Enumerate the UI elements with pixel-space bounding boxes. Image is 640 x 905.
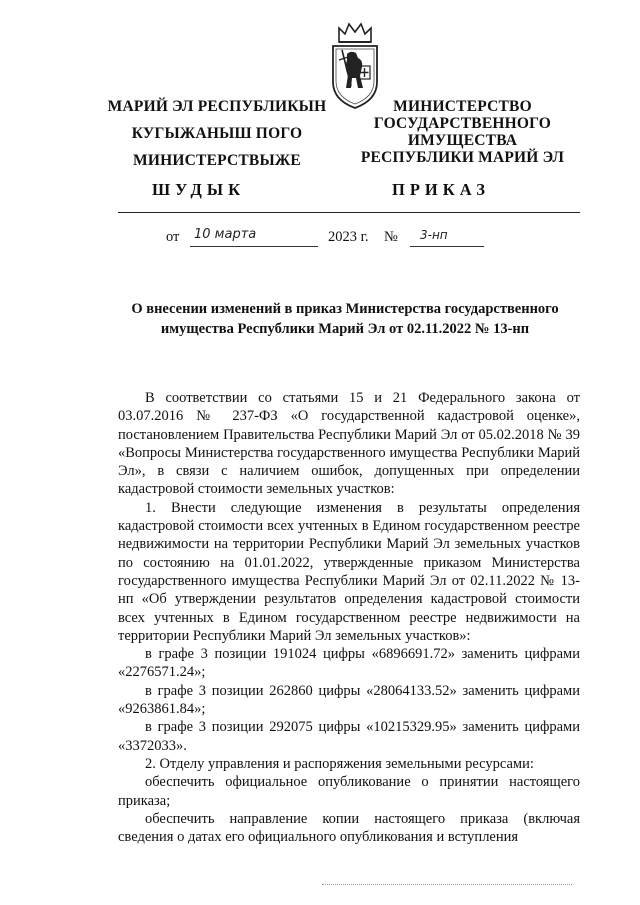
date-underline	[190, 246, 318, 247]
number-underline	[410, 246, 484, 247]
header-right-line-1: МИНИСТЕРСТВО	[393, 98, 532, 115]
header-divider	[118, 212, 580, 213]
number-handwritten: 3-нп	[420, 228, 448, 242]
body-paragraph-change-3: в графе 3 позиции 292075 цифры «10215329.95» заменить цифрами «3372033».	[118, 719, 580, 754]
scan-artifact-line	[322, 884, 572, 886]
document-body	[118, 389, 580, 846]
body-paragraph-preamble: В соответствии со статьями 15 и 21 Федерального закона от 03.07.2016 № 237-ФЗ «О государственной кадастровой оценке», постановлением Правительства Республики Марий Эл от 05.02.2018 № 39 «Вопросы Министерства государственного имущества Республики Марий Эл», в связи с наличием ошибок, допущенных при определении кадастровой стоимости земельных участков:	[118, 390, 580, 498]
document-title	[110, 299, 580, 339]
header-left	[102, 96, 332, 177]
header-right	[345, 98, 580, 166]
date-year: 2023 г.	[328, 229, 369, 245]
body-paragraph-change-2: в графе 3 позиции 262860 цифры «28064133.52» заменить цифрами «9263861.84»;	[118, 682, 580, 718]
header-right-line-2: ГОСУДАРСТВЕННОГО	[373, 115, 552, 132]
doc-type-mari: ШУДЫК	[152, 180, 246, 199]
body-paragraph-change-1: в графе 3 позиции 191024 цифры «6896691.72» заменить цифрами «2276571.24»;	[118, 646, 580, 681]
body-paragraph-item-1: 1. Внести следующие изменения в результаты определения кадастровой стоимости всех учтенных в Едином государственном реестре недвижимости на территории Республики Марий Эл земельных участков по состоянию на 01.01.2022, утвержденные приказом Министерства государственного имущества Республики Марий Эл от 02.11.2022 № 13-нп «Об утверждении результатов определения кадастровой стоимости всех учтенных в Едином государственном реестре недвижимости на территории Республики Марий Эл земельных участков»:	[118, 499, 580, 644]
date-from-label: от	[166, 229, 180, 245]
body-paragraph-task-1: обеспечить официальное опубликование о принятии настоящего приказа;	[118, 774, 580, 809]
date-handwritten: 10 марта	[194, 227, 257, 242]
header-left-line-1: МАРИЙ ЭЛ РЕСПУБЛИКЫН	[107, 98, 327, 115]
header-right-line-3: ИМУЩЕСТВА	[407, 132, 518, 149]
header-left-line-3: МИНИСТЕРСТВЫЖЕ	[133, 152, 301, 169]
title-line-2: имущества Республики Марий Эл от 02.11.2022 № 13-нп	[160, 321, 530, 337]
doc-type-russian: ПРИКАЗ	[392, 180, 490, 199]
title-line-1: О внесении изменений в приказ Министерства государственного	[131, 301, 559, 317]
header-left-line-2: КУГЫЖАНЫШ ПОГО	[131, 125, 303, 142]
number-label: №	[384, 229, 398, 245]
body-paragraph-item-2: 2. Отделу управления и распоряжения земельными ресурсами:	[145, 755, 534, 772]
body-paragraph-task-2: обеспечить направление копии настоящего приказа (включая сведения о датах его официального опубликования и вступления	[118, 810, 580, 846]
header-right-line-4: РЕСПУБЛИКИ МАРИЙ ЭЛ	[360, 149, 565, 166]
